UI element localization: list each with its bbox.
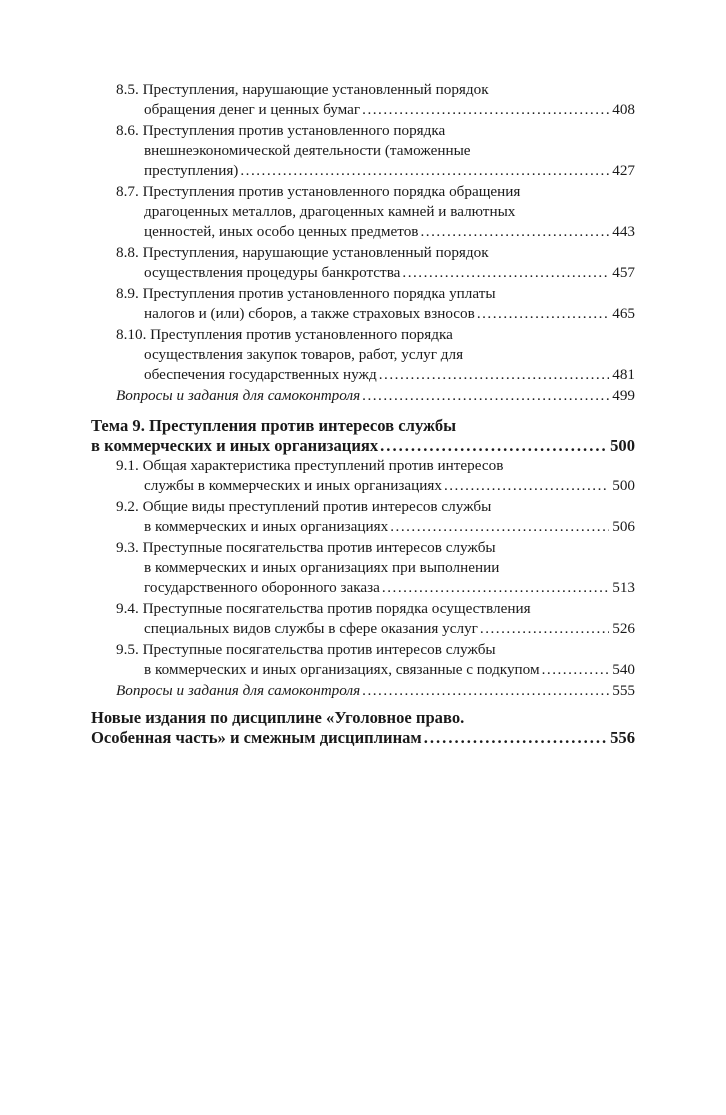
- toc-entry-title: 8.5. Преступления, нарушающие установленный порядок: [116, 81, 489, 98]
- toc-entry-title-cont: осуществления процедуры банкротства: [144, 264, 401, 281]
- page-number: 465: [612, 305, 635, 322]
- toc-entry-title-cont: специальных видов службы в сфере оказания услуг: [144, 620, 478, 637]
- dot-leader: [424, 728, 607, 748]
- toc-entry-8-6[interactable]: [91, 121, 635, 181]
- page-number: 457: [612, 264, 635, 281]
- page-number: 506: [612, 518, 635, 535]
- dot-leader: [382, 578, 609, 598]
- toc-entry-title: Вопросы и задания для самоконтроля: [116, 682, 361, 699]
- toc-entry-8-8[interactable]: [91, 243, 635, 283]
- dot-leader: [379, 365, 609, 385]
- toc-topic-title-cont: в коммерческих и иных организациях: [91, 436, 379, 455]
- toc-entry-title-cont: в коммерческих и иных организациях, связанные с подкупом: [144, 661, 540, 678]
- dot-leader: [480, 619, 609, 639]
- toc-topic-title-cont: Особенная часть» и смежным дисциплинам: [91, 728, 422, 747]
- toc-entry-title-cont: внешнеэкономической деятельности (таможенные: [144, 142, 471, 159]
- toc-entry-title-cont: ценностей, иных особо ценных предметов: [144, 223, 419, 240]
- toc-entry-title-cont: драгоценных металлов, драгоценных камней и валютных: [144, 203, 516, 220]
- toc-entry-title: 8.10. Преступления против установленного порядка: [116, 326, 453, 343]
- dot-leader: [542, 660, 610, 680]
- toc-entry-8-9[interactable]: [91, 284, 635, 324]
- toc-entry-title-cont: в коммерческих и иных организациях при выполнении: [144, 559, 500, 576]
- page-number: 427: [612, 162, 635, 179]
- dot-leader: [380, 436, 607, 456]
- toc-entry-title-cont: в коммерческих и иных организациях: [144, 518, 389, 535]
- toc-entry-title: 9.2. Общие виды преступлений против интересов службы: [116, 498, 492, 515]
- page-number: 499: [612, 387, 635, 404]
- toc-topic-9[interactable]: [91, 416, 635, 456]
- dot-leader: [362, 681, 609, 701]
- dot-leader: [420, 222, 609, 242]
- toc-entry-title: 8.6. Преступления против установленного порядка: [116, 122, 446, 139]
- page-number: 500: [612, 477, 635, 494]
- toc-entry-questions-8[interactable]: [91, 386, 635, 406]
- page-number: 555: [612, 682, 635, 699]
- toc-entry-title-cont: обеспечения государственных нужд: [144, 366, 377, 383]
- page-number: 540: [612, 661, 635, 678]
- page-number: 556: [610, 728, 635, 747]
- toc-entry-title: 8.8. Преступления, нарушающие установленный порядок: [116, 244, 489, 261]
- dot-leader: [240, 161, 609, 181]
- toc-entry-title: 9.3. Преступные посягательства против интересов службы: [116, 539, 496, 556]
- page-number: 443: [612, 223, 635, 240]
- page-number: 500: [610, 436, 635, 455]
- toc-entry-title: 8.9. Преступления против установленного порядка уплаты: [116, 285, 496, 302]
- toc-entry-8-7[interactable]: [91, 182, 635, 242]
- toc-entry-title-cont: налогов и (или) сборов, а также страховых взносов: [144, 305, 475, 322]
- toc-entry-title: 9.1. Общая характеристика преступлений против интересов: [116, 457, 504, 474]
- toc-entry-9-4[interactable]: [91, 599, 635, 639]
- page-number: 513: [612, 579, 635, 596]
- toc-entry-questions-9[interactable]: [91, 681, 635, 701]
- dot-leader: [477, 304, 609, 324]
- toc-entry-9-2[interactable]: [91, 497, 635, 537]
- page-number: 526: [612, 620, 635, 637]
- toc-entry-title-cont: службы в коммерческих и иных организациях: [144, 477, 442, 494]
- toc-entry-8-5[interactable]: [91, 80, 635, 120]
- dot-leader: [402, 263, 609, 283]
- page-number: 481: [612, 366, 635, 383]
- toc-topic-title: Тема 9. Преступления против интересов службы: [91, 416, 457, 435]
- toc-topic-title: Новые издания по дисциплине «Уголовное право.: [91, 708, 465, 727]
- toc-entry-title: 8.7. Преступления против установленного порядка обращения: [116, 183, 521, 200]
- toc-entry-title: 9.5. Преступные посягательства против интересов службы: [116, 641, 496, 658]
- table-of-contents: [91, 80, 635, 748]
- toc-entry-title: Вопросы и задания для самоконтроля: [116, 387, 361, 404]
- dot-leader: [390, 517, 609, 537]
- dot-leader: [444, 476, 609, 496]
- toc-entry-9-1[interactable]: [91, 456, 635, 496]
- toc-entry-9-5[interactable]: [91, 640, 635, 680]
- toc-entry-title: 9.4. Преступные посягательства против порядка осуществления: [116, 600, 531, 617]
- toc-new-editions[interactable]: [91, 708, 635, 748]
- toc-entry-title-cont: преступления): [144, 162, 239, 179]
- toc-entry-title-cont: обращения денег и ценных бумаг: [144, 101, 361, 118]
- toc-entry-title-cont: государственного оборонного заказа: [144, 579, 380, 596]
- page-number: 408: [612, 101, 635, 118]
- toc-entry-8-10[interactable]: [91, 325, 635, 385]
- toc-entry-title-cont: осуществления закупок товаров, работ, услуг для: [144, 346, 464, 363]
- dot-leader: [362, 100, 609, 120]
- toc-entry-9-3[interactable]: [91, 538, 635, 598]
- dot-leader: [362, 386, 609, 406]
